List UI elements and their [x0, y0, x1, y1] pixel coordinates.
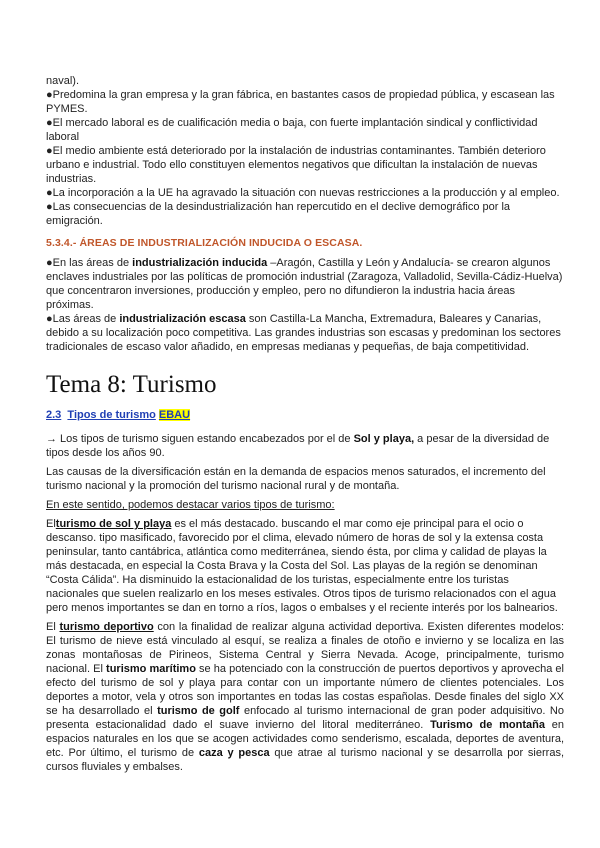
paragraph-deportivo: El turismo deportivo con la finalidad de realizar alguna actividad deportiva. Existen diferentes modelos: El turismo de nieve está vinculado al esquí, se realiza a finales de otoño e invierno y se localiza en las zonas montañosas de Pirineos, Sistema Central y Sierra Nevada. Acoge, principalmente, turismo nacional. El turismo marítimo se ha potenciado con la construcción de puertos deportivos y aprovecha el efecto del turismo de sol y playa para contar con un importante número de clientes potenciales. Los deportes a motor, vela y otros son importantes en todas las costas españolas. Desde finales del siglo XX se ha desarrollado el turismo de golf enfocado al turismo internacional de gran poder adquisitivo. No presenta estacionalidad dado el suave invierno del litoral mediterráneo. Turismo de montaña en espacios naturales en los que se acogen actividades como senderismo, escalada, deportes de aventura, etc. Por último, el turismo de caza y pesca que atrae al turismo nacional y se desarrolla por sierras, cursos fluviales y embalses.: [46, 621, 565, 773]
subsection-heading-2-3: 2.3 Tipos de turismo EBAU: [46, 409, 191, 421]
bullet-list-top: [46, 74, 564, 228]
paragraph-industrializacion-escasa: ●Las áreas de industrialización escasa son Castilla-La Mancha, Extremadura, Baleares y Canarias, debido a su localización poco competitiva. Las grandes industrias son escasas y predominan los sectores tradicionales de escaso valor añadido, en empresas medianas y pequeñas, de baja competitividad.: [46, 313, 561, 353]
list-item: ●Predomina la gran empresa y la gran fábrica, en bastantes casos de propiedad pública, y escasean las PYMES.: [46, 89, 555, 115]
list-item: naval).: [46, 75, 80, 87]
document-page: [46, 74, 564, 779]
paragraph-industrializacion-inducida: ●En las áreas de industrialización inducida –Aragón, Castilla y León y Andalucía- se crearon algunos enclaves industriales por las políticas de promoción industrial (Zaragoza, Valladolid, Sevilla-Cádiz-Huelva) que concentraron inversiones, producción y empleo, pero no difundieron la industria hacia áreas próximas.: [46, 257, 563, 311]
paragraph-sol-y-playa: Elturismo de sol y playa es el más destacado. buscando el mar como eje principal para el ocio o descanso. tipo masificado, favorecido por el clima, elevado número de horas de sol y la extensa costa peninsular, tanto cantábrica, atlántica como mediterránea, siendo ésta, por clima y calidad de playas la más destacada, en especial la Costa Brava y la Costa del Sol. Las playas de la región se denominan “Costa Cálida”. Ha disminuido la estacionalidad de los turistas, especialmente entre los turistas nacionales que suelen realizarlo en los meses estivales. Otros tipos de turismo relacionados con el agua pero menos importantes se dan en torno a ríos, lagos o embalses y el reciente interés por los balnearios.: [46, 518, 558, 614]
page-title: Tema 8: Turismo: [46, 371, 217, 398]
paragraph-intro: → Los tipos de turismo siguen estando encabezados por el de Sol y playa, a pesar de la diversidad de tipos desde los años 90.: [46, 433, 550, 459]
list-item: ●El mercado laboral es de cualificación media o baja, con fuerte implantación sindical y conflictividad laboral: [46, 117, 538, 143]
list-item: ●Las consecuencias de la desindustrialización han repercutido en el declive demográfico por la emigración.: [46, 201, 511, 227]
ebau-tag: EBAU: [158, 409, 191, 421]
paragraph-lead: En este sentido, podemos destacar varios tipos de turismo:: [46, 499, 335, 511]
list-item: ●El medio ambiente está deteriorado por la instalación de industrias contaminantes. También deterioro urbano e industrial. Todo ello constituyen elementos negativos que dificultan la instalación de nuevas industrias.: [46, 145, 546, 185]
list-item: ●La incorporación a la UE ha agravado la situación con nuevas restricciones a la producción y al empleo.: [46, 187, 560, 199]
section-heading-5-3-4: 5.3.4.- ÁREAS DE INDUSTRIALIZACIÓN INDUCIDA O ESCASA.: [46, 237, 363, 249]
paragraph-causas: Las causas de la diversificación están en la demanda de espacios menos saturados, el incremento del turismo nacional y la promoción del turismo nacional rural y de montaña.: [46, 466, 546, 492]
